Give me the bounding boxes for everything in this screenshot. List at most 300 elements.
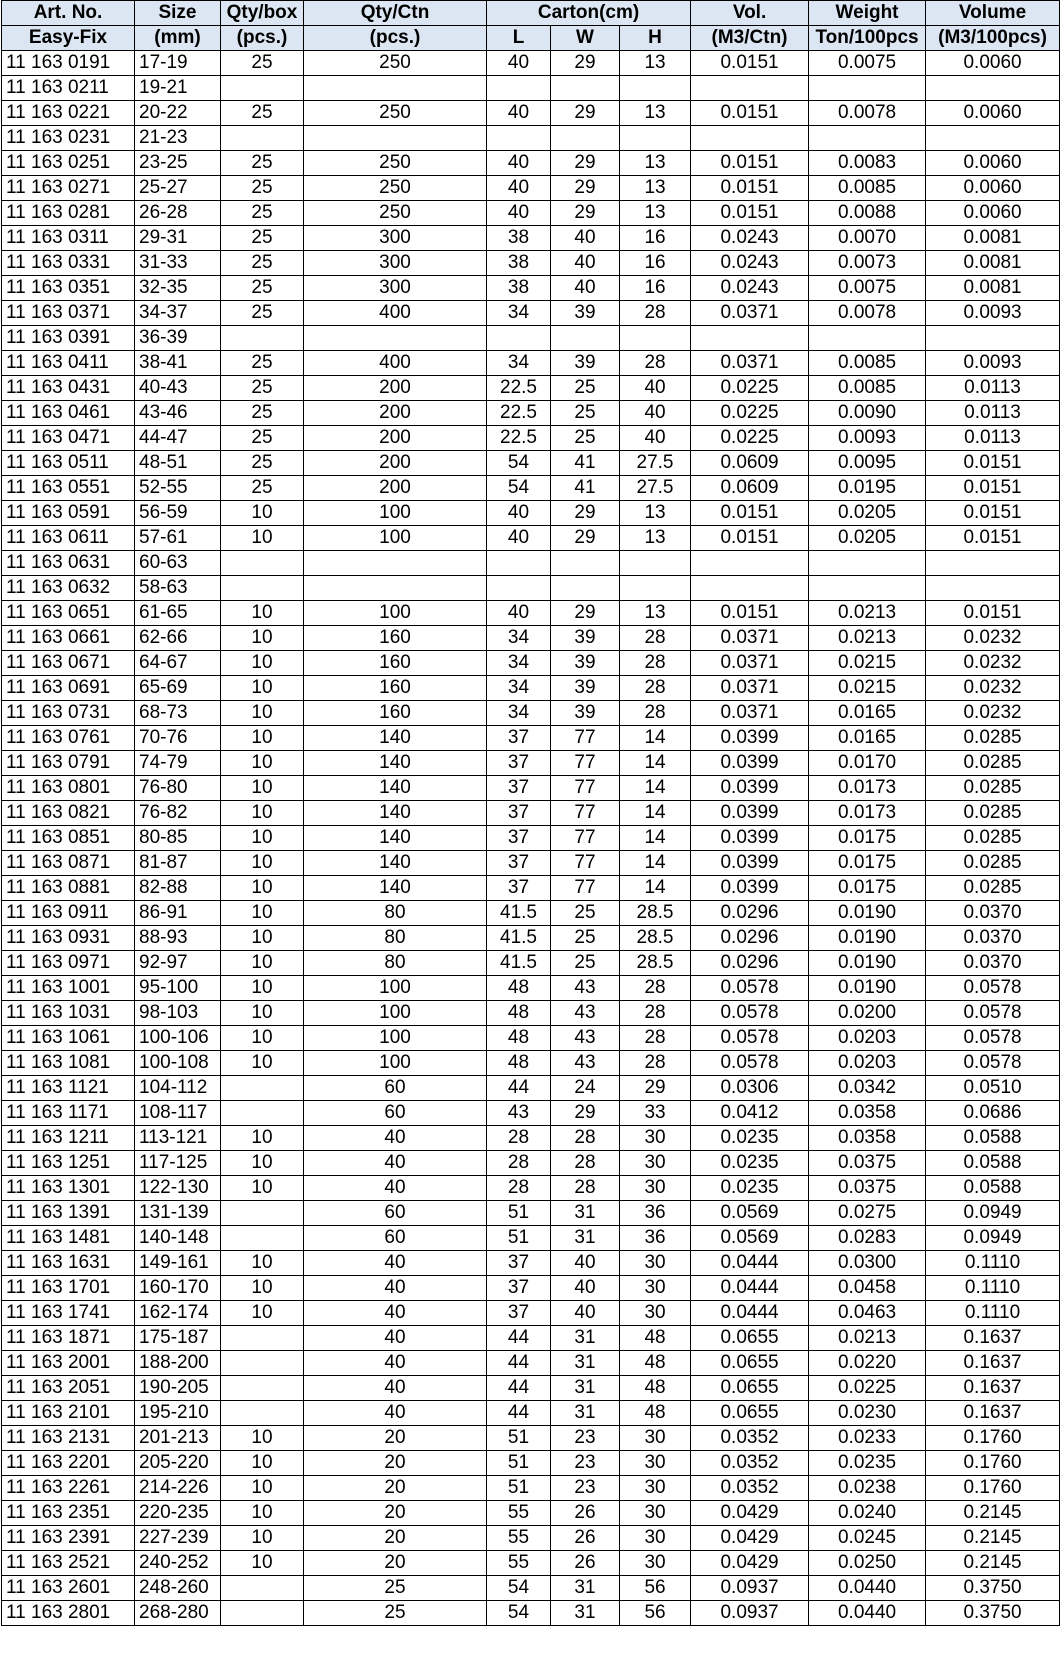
cell-art-no: 11 163 1301 <box>2 1176 135 1201</box>
cell-qty-box: 25 <box>221 101 304 126</box>
cell-weight: 0.0213 <box>809 626 926 651</box>
cell-art-no: 11 163 0791 <box>2 751 135 776</box>
cell-art-no: 11 163 2001 <box>2 1351 135 1376</box>
cell-volume: 0.0151 <box>926 601 1060 626</box>
cell-size: 19-21 <box>135 76 221 101</box>
cell-qty-box: 10 <box>221 1476 304 1501</box>
cell-art-no: 11 163 0331 <box>2 251 135 276</box>
cell-qty-ctn: 80 <box>304 926 487 951</box>
cell-carton-w <box>551 326 620 351</box>
cell-weight <box>809 126 926 151</box>
cell-vol: 0.0371 <box>691 301 809 326</box>
cell-carton-w: 39 <box>551 351 620 376</box>
cell-art-no: 11 163 0821 <box>2 801 135 826</box>
header-volume: Volume <box>926 1 1060 26</box>
header-volume-unit: (M3/100pcs) <box>926 26 1060 51</box>
cell-qty-box <box>221 1401 304 1426</box>
cell-qty-ctn: 40 <box>304 1251 487 1276</box>
cell-art-no: 11 163 0691 <box>2 676 135 701</box>
cell-art-no: 11 163 1391 <box>2 1201 135 1226</box>
cell-size: 64-67 <box>135 651 221 676</box>
header-weight: Weight <box>809 1 926 26</box>
cell-qty-ctn: 60 <box>304 1076 487 1101</box>
cell-vol: 0.0937 <box>691 1576 809 1601</box>
cell-volume: 0.0151 <box>926 476 1060 501</box>
cell-carton-l: 34 <box>487 301 551 326</box>
cell-qty-ctn: 40 <box>304 1376 487 1401</box>
table-row <box>2 526 1060 551</box>
cell-size: 80-85 <box>135 826 221 851</box>
cell-carton-l: 55 <box>487 1526 551 1551</box>
cell-carton-w: 29 <box>551 1101 620 1126</box>
cell-carton-h: 16 <box>620 226 691 251</box>
cell-qty-ctn: 40 <box>304 1176 487 1201</box>
cell-vol: 0.0371 <box>691 626 809 651</box>
cell-volume: 0.0232 <box>926 626 1060 651</box>
cell-carton-w: 23 <box>551 1451 620 1476</box>
cell-carton-h: 28 <box>620 976 691 1001</box>
cell-qty-box: 25 <box>221 351 304 376</box>
cell-volume: 0.1637 <box>926 1351 1060 1376</box>
cell-carton-h: 28 <box>620 676 691 701</box>
cell-qty-ctn: 60 <box>304 1201 487 1226</box>
cell-vol: 0.0371 <box>691 351 809 376</box>
table-row <box>2 576 1060 601</box>
cell-carton-w: 29 <box>551 176 620 201</box>
cell-size: 100-106 <box>135 1026 221 1051</box>
header-size: Size <box>135 1 221 26</box>
cell-qty-box: 10 <box>221 876 304 901</box>
cell-weight: 0.0205 <box>809 526 926 551</box>
cell-size: 57-61 <box>135 526 221 551</box>
table-header <box>2 1 1060 51</box>
cell-weight: 0.0173 <box>809 801 926 826</box>
cell-size: 29-31 <box>135 226 221 251</box>
cell-carton-w: 31 <box>551 1226 620 1251</box>
table-row <box>2 1051 1060 1076</box>
cell-carton-l: 34 <box>487 651 551 676</box>
cell-weight: 0.0170 <box>809 751 926 776</box>
cell-carton-w: 39 <box>551 626 620 651</box>
cell-carton-w <box>551 576 620 601</box>
header-carton: Carton(cm) <box>487 1 691 26</box>
cell-qty-ctn: 40 <box>304 1126 487 1151</box>
cell-size: 76-80 <box>135 776 221 801</box>
cell-qty-box: 10 <box>221 651 304 676</box>
cell-qty-ctn: 20 <box>304 1476 487 1501</box>
cell-volume: 0.0370 <box>926 951 1060 976</box>
cell-carton-w: 31 <box>551 1201 620 1226</box>
cell-art-no: 11 163 0511 <box>2 451 135 476</box>
cell-weight: 0.0342 <box>809 1076 926 1101</box>
cell-qty-box: 10 <box>221 1001 304 1026</box>
cell-art-no: 11 163 1741 <box>2 1301 135 1326</box>
cell-weight: 0.0358 <box>809 1101 926 1126</box>
cell-carton-h: 27.5 <box>620 451 691 476</box>
table-row <box>2 251 1060 276</box>
cell-carton-h: 13 <box>620 176 691 201</box>
cell-vol: 0.0371 <box>691 701 809 726</box>
table-row <box>2 976 1060 1001</box>
cell-weight: 0.0085 <box>809 376 926 401</box>
cell-vol: 0.0412 <box>691 1101 809 1126</box>
cell-vol: 0.0235 <box>691 1151 809 1176</box>
cell-qty-box: 25 <box>221 376 304 401</box>
cell-volume: 0.0060 <box>926 51 1060 76</box>
cell-qty-box: 10 <box>221 1451 304 1476</box>
cell-size: 40-43 <box>135 376 221 401</box>
table-row <box>2 401 1060 426</box>
cell-size: 162-174 <box>135 1301 221 1326</box>
cell-carton-w: 28 <box>551 1126 620 1151</box>
cell-volume: 0.1637 <box>926 1401 1060 1426</box>
cell-art-no: 11 163 1121 <box>2 1076 135 1101</box>
cell-volume: 0.1760 <box>926 1451 1060 1476</box>
cell-carton-l: 40 <box>487 201 551 226</box>
cell-weight: 0.0165 <box>809 726 926 751</box>
cell-qty-ctn <box>304 551 487 576</box>
cell-qty-box: 10 <box>221 926 304 951</box>
cell-volume: 0.0232 <box>926 651 1060 676</box>
cell-weight: 0.0075 <box>809 276 926 301</box>
cell-carton-h: 40 <box>620 401 691 426</box>
cell-carton-l: 37 <box>487 1276 551 1301</box>
header-vol: Vol. <box>691 1 809 26</box>
cell-weight: 0.0203 <box>809 1051 926 1076</box>
cell-carton-l: 51 <box>487 1451 551 1476</box>
cell-carton-w: 77 <box>551 851 620 876</box>
cell-vol: 0.0235 <box>691 1176 809 1201</box>
cell-art-no: 11 163 0391 <box>2 326 135 351</box>
cell-carton-h: 14 <box>620 851 691 876</box>
cell-carton-l: 40 <box>487 151 551 176</box>
cell-qty-ctn: 250 <box>304 201 487 226</box>
cell-qty-ctn: 400 <box>304 301 487 326</box>
cell-carton-l: 28 <box>487 1151 551 1176</box>
cell-qty-ctn: 25 <box>304 1601 487 1626</box>
cell-carton-w: 23 <box>551 1476 620 1501</box>
cell-art-no: 11 163 0871 <box>2 851 135 876</box>
cell-volume <box>926 551 1060 576</box>
cell-carton-w: 31 <box>551 1376 620 1401</box>
cell-carton-w: 39 <box>551 651 620 676</box>
cell-volume: 0.0151 <box>926 501 1060 526</box>
cell-carton-h: 14 <box>620 801 691 826</box>
cell-vol: 0.0609 <box>691 476 809 501</box>
cell-carton-l: 40 <box>487 101 551 126</box>
cell-volume: 0.0081 <box>926 276 1060 301</box>
cell-volume: 0.0113 <box>926 426 1060 451</box>
cell-carton-h: 16 <box>620 276 691 301</box>
cell-carton-h: 28.5 <box>620 901 691 926</box>
cell-qty-box <box>221 1226 304 1251</box>
cell-vol: 0.0243 <box>691 276 809 301</box>
cell-weight <box>809 76 926 101</box>
cell-vol: 0.0296 <box>691 926 809 951</box>
cell-size: 34-37 <box>135 301 221 326</box>
cell-carton-l: 51 <box>487 1476 551 1501</box>
cell-size: 32-35 <box>135 276 221 301</box>
cell-size: 104-112 <box>135 1076 221 1101</box>
cell-vol <box>691 126 809 151</box>
cell-carton-l <box>487 326 551 351</box>
cell-vol: 0.0399 <box>691 876 809 901</box>
cell-size: 92-97 <box>135 951 221 976</box>
cell-carton-l: 37 <box>487 801 551 826</box>
table-row <box>2 801 1060 826</box>
cell-carton-h: 14 <box>620 726 691 751</box>
cell-qty-ctn: 140 <box>304 751 487 776</box>
cell-art-no: 11 163 1481 <box>2 1226 135 1251</box>
cell-qty-box: 10 <box>221 1051 304 1076</box>
cell-qty-ctn: 200 <box>304 401 487 426</box>
cell-weight: 0.0078 <box>809 301 926 326</box>
cell-vol: 0.0429 <box>691 1551 809 1576</box>
cell-volume: 0.1760 <box>926 1426 1060 1451</box>
cell-carton-l: 34 <box>487 701 551 726</box>
cell-size: 195-210 <box>135 1401 221 1426</box>
cell-qty-ctn: 200 <box>304 451 487 476</box>
cell-size: 21-23 <box>135 126 221 151</box>
cell-qty-ctn: 60 <box>304 1226 487 1251</box>
cell-art-no: 11 163 2601 <box>2 1576 135 1601</box>
cell-carton-h: 30 <box>620 1426 691 1451</box>
cell-weight: 0.0375 <box>809 1176 926 1201</box>
cell-carton-l: 22.5 <box>487 401 551 426</box>
cell-qty-ctn: 200 <box>304 426 487 451</box>
cell-size: 25-27 <box>135 176 221 201</box>
cell-size: 58-63 <box>135 576 221 601</box>
table-row <box>2 1201 1060 1226</box>
cell-qty-ctn: 140 <box>304 801 487 826</box>
cell-qty-box: 25 <box>221 401 304 426</box>
cell-vol: 0.0399 <box>691 776 809 801</box>
cell-volume: 0.0588 <box>926 1126 1060 1151</box>
cell-carton-h: 28 <box>620 351 691 376</box>
cell-qty-box: 10 <box>221 1126 304 1151</box>
cell-carton-w: 29 <box>551 526 620 551</box>
cell-weight: 0.0220 <box>809 1351 926 1376</box>
cell-size: 23-25 <box>135 151 221 176</box>
cell-weight: 0.0190 <box>809 926 926 951</box>
cell-qty-box: 10 <box>221 1276 304 1301</box>
cell-carton-l: 48 <box>487 976 551 1001</box>
cell-qty-ctn: 160 <box>304 626 487 651</box>
cell-carton-w: 26 <box>551 1551 620 1576</box>
cell-vol: 0.0655 <box>691 1326 809 1351</box>
cell-qty-ctn: 80 <box>304 951 487 976</box>
cell-carton-w: 29 <box>551 151 620 176</box>
cell-carton-w: 40 <box>551 1276 620 1301</box>
table-row <box>2 726 1060 751</box>
cell-volume: 0.0232 <box>926 676 1060 701</box>
cell-qty-ctn: 140 <box>304 776 487 801</box>
cell-size: 160-170 <box>135 1276 221 1301</box>
cell-carton-w <box>551 76 620 101</box>
cell-volume: 0.0060 <box>926 201 1060 226</box>
cell-volume: 0.0285 <box>926 851 1060 876</box>
cell-volume: 0.1760 <box>926 1476 1060 1501</box>
cell-vol: 0.0235 <box>691 1126 809 1151</box>
cell-volume: 0.2145 <box>926 1551 1060 1576</box>
cell-carton-l: 54 <box>487 1601 551 1626</box>
cell-weight <box>809 576 926 601</box>
cell-volume: 0.0949 <box>926 1226 1060 1251</box>
cell-weight: 0.0088 <box>809 201 926 226</box>
cell-carton-h: 28 <box>620 301 691 326</box>
cell-qty-box: 10 <box>221 951 304 976</box>
table-row <box>2 151 1060 176</box>
cell-art-no: 11 163 0311 <box>2 226 135 251</box>
cell-volume: 0.3750 <box>926 1576 1060 1601</box>
cell-art-no: 11 163 0931 <box>2 926 135 951</box>
header-row-2 <box>2 26 1060 51</box>
cell-volume: 0.2145 <box>926 1501 1060 1526</box>
cell-qty-box: 10 <box>221 501 304 526</box>
cell-qty-box <box>221 126 304 151</box>
cell-size: 43-46 <box>135 401 221 426</box>
cell-qty-ctn: 40 <box>304 1301 487 1326</box>
cell-carton-h: 14 <box>620 876 691 901</box>
cell-qty-ctn: 40 <box>304 1151 487 1176</box>
table-row <box>2 601 1060 626</box>
cell-qty-ctn: 60 <box>304 1101 487 1126</box>
cell-qty-box: 25 <box>221 476 304 501</box>
cell-vol: 0.0569 <box>691 1201 809 1226</box>
cell-carton-l: 28 <box>487 1126 551 1151</box>
cell-art-no: 11 163 1031 <box>2 1001 135 1026</box>
cell-carton-l: 48 <box>487 1026 551 1051</box>
cell-qty-box: 25 <box>221 426 304 451</box>
table-row <box>2 351 1060 376</box>
cell-qty-ctn: 20 <box>304 1551 487 1576</box>
table-row <box>2 1301 1060 1326</box>
cell-art-no: 11 163 2101 <box>2 1401 135 1426</box>
table-row <box>2 1176 1060 1201</box>
table-row <box>2 201 1060 226</box>
cell-carton-l: 37 <box>487 776 551 801</box>
cell-carton-l: 40 <box>487 51 551 76</box>
cell-vol: 0.0151 <box>691 51 809 76</box>
cell-vol: 0.0399 <box>691 851 809 876</box>
cell-art-no: 11 163 0671 <box>2 651 135 676</box>
cell-size: 190-205 <box>135 1376 221 1401</box>
cell-vol: 0.0399 <box>691 751 809 776</box>
table-row <box>2 1276 1060 1301</box>
table-row <box>2 1476 1060 1501</box>
cell-weight: 0.0235 <box>809 1451 926 1476</box>
header-qty-ctn: Qty/Ctn <box>304 1 487 26</box>
table-row <box>2 326 1060 351</box>
cell-carton-w: 31 <box>551 1326 620 1351</box>
header-carton-w: W <box>551 26 620 51</box>
cell-vol: 0.0399 <box>691 801 809 826</box>
cell-qty-ctn: 20 <box>304 1426 487 1451</box>
cell-weight: 0.0173 <box>809 776 926 801</box>
cell-weight: 0.0300 <box>809 1251 926 1276</box>
cell-volume <box>926 326 1060 351</box>
cell-weight: 0.0190 <box>809 951 926 976</box>
cell-carton-w: 39 <box>551 701 620 726</box>
cell-carton-w: 43 <box>551 976 620 1001</box>
cell-carton-h: 13 <box>620 51 691 76</box>
cell-art-no: 11 163 1001 <box>2 976 135 1001</box>
cell-carton-w: 25 <box>551 426 620 451</box>
cell-carton-w: 29 <box>551 51 620 76</box>
cell-art-no: 11 163 0661 <box>2 626 135 651</box>
cell-carton-l: 41.5 <box>487 926 551 951</box>
cell-carton-w: 25 <box>551 951 620 976</box>
cell-weight: 0.0200 <box>809 1001 926 1026</box>
cell-carton-w: 77 <box>551 751 620 776</box>
cell-weight: 0.0093 <box>809 426 926 451</box>
cell-carton-l: 37 <box>487 726 551 751</box>
cell-volume: 0.0285 <box>926 776 1060 801</box>
cell-weight: 0.0195 <box>809 476 926 501</box>
cell-weight: 0.0440 <box>809 1576 926 1601</box>
cell-carton-l: 51 <box>487 1426 551 1451</box>
table-row <box>2 1601 1060 1626</box>
cell-qty-box: 10 <box>221 826 304 851</box>
cell-qty-box <box>221 1376 304 1401</box>
cell-art-no: 11 163 0611 <box>2 526 135 551</box>
cell-carton-h: 56 <box>620 1601 691 1626</box>
cell-carton-w: 40 <box>551 1301 620 1326</box>
cell-weight: 0.0458 <box>809 1276 926 1301</box>
cell-weight: 0.0190 <box>809 901 926 926</box>
cell-art-no: 11 163 1251 <box>2 1151 135 1176</box>
cell-carton-w: 31 <box>551 1351 620 1376</box>
cell-qty-box: 10 <box>221 901 304 926</box>
cell-volume: 0.2145 <box>926 1526 1060 1551</box>
cell-volume: 0.0081 <box>926 226 1060 251</box>
header-vol-unit: (M3/Ctn) <box>691 26 809 51</box>
cell-carton-w: 26 <box>551 1501 620 1526</box>
cell-qty-ctn: 160 <box>304 651 487 676</box>
cell-carton-l: 38 <box>487 276 551 301</box>
cell-carton-w: 39 <box>551 676 620 701</box>
table-row <box>2 451 1060 476</box>
cell-qty-ctn: 140 <box>304 876 487 901</box>
cell-qty-box: 10 <box>221 1151 304 1176</box>
cell-qty-box: 10 <box>221 1026 304 1051</box>
cell-vol: 0.0225 <box>691 376 809 401</box>
cell-qty-box <box>221 551 304 576</box>
cell-qty-ctn: 200 <box>304 376 487 401</box>
cell-carton-h: 14 <box>620 751 691 776</box>
cell-carton-h: 28 <box>620 1026 691 1051</box>
cell-carton-h: 40 <box>620 376 691 401</box>
cell-vol <box>691 326 809 351</box>
cell-carton-w: 77 <box>551 776 620 801</box>
table-row <box>2 1426 1060 1451</box>
cell-weight: 0.0233 <box>809 1426 926 1451</box>
cell-carton-l: 22.5 <box>487 376 551 401</box>
cell-carton-h: 28 <box>620 626 691 651</box>
cell-art-no: 11 163 0631 <box>2 551 135 576</box>
cell-carton-w: 40 <box>551 276 620 301</box>
cell-size: 188-200 <box>135 1351 221 1376</box>
cell-carton-h: 48 <box>620 1326 691 1351</box>
table-row <box>2 651 1060 676</box>
header-carton-l: L <box>487 26 551 51</box>
cell-volume: 0.0588 <box>926 1151 1060 1176</box>
cell-qty-box: 25 <box>221 251 304 276</box>
cell-qty-box: 25 <box>221 276 304 301</box>
cell-qty-box: 10 <box>221 1301 304 1326</box>
cell-carton-l: 44 <box>487 1326 551 1351</box>
cell-qty-ctn: 300 <box>304 226 487 251</box>
